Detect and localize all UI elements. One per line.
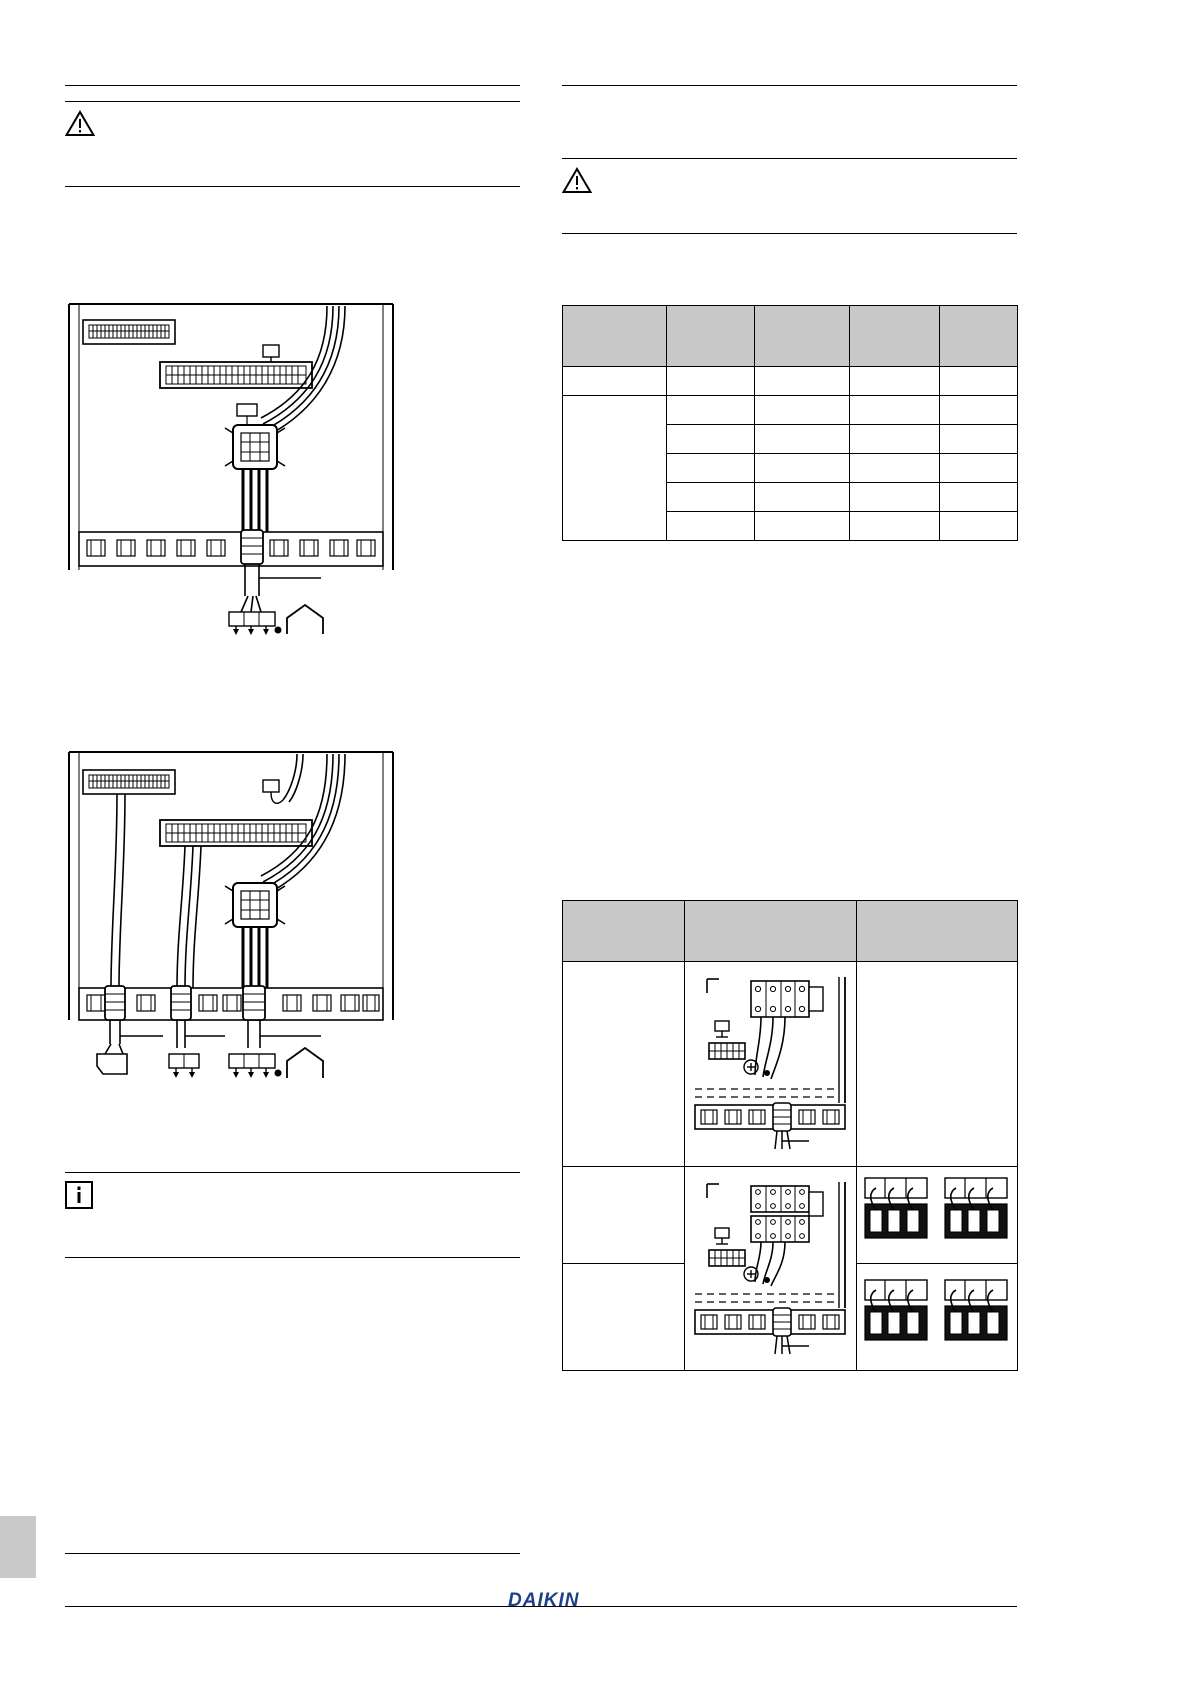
table-header-row: [563, 306, 1018, 367]
right-column-top-rule: [562, 85, 1017, 86]
table-header-cell: [755, 306, 850, 367]
page-number-tab: [0, 1516, 36, 1578]
footer-rule-left: [65, 1553, 520, 1554]
table-cell: [755, 512, 850, 541]
table-cell: [755, 396, 850, 425]
table-cell: [940, 396, 1018, 425]
left-column-top-rule: [65, 85, 520, 86]
information-notice: [65, 1172, 520, 1258]
table-cell: [755, 454, 850, 483]
information-icon: [65, 1181, 111, 1209]
diagram-breaker-single: [685, 962, 857, 1167]
warning-triangle-icon: [562, 167, 608, 194]
warning-triangle-icon: [65, 110, 111, 137]
table-header-cell: [563, 901, 685, 962]
table-row: [563, 1167, 1018, 1264]
table-cell: [667, 396, 755, 425]
table-cell: [850, 425, 940, 454]
warning-notice-left: [65, 101, 520, 187]
table-cell: [563, 962, 685, 1167]
table-cell: [667, 425, 755, 454]
table-row: [563, 396, 1018, 425]
table-header-cell: [850, 306, 940, 367]
notice-rule-bottom: [65, 186, 520, 187]
table-cell: [850, 367, 940, 396]
brand-logo: DAIKIN: [508, 1590, 580, 1611]
table-header-row: [563, 901, 1018, 962]
specification-table: [562, 305, 1018, 541]
table-cell: [667, 367, 755, 396]
table-cell: [940, 483, 1018, 512]
warning-notice-right: [562, 158, 1017, 234]
notice-rule-bottom: [562, 233, 1017, 234]
table-header-cell: [940, 306, 1018, 367]
diagram-breaker-double: [685, 1167, 857, 1371]
table-cell: [850, 483, 940, 512]
table-cell: [667, 454, 755, 483]
table-cell: [667, 512, 755, 541]
table-cell: [667, 483, 755, 512]
connection-diagram-table: [562, 900, 1018, 1371]
table-cell: [755, 425, 850, 454]
table-cell: [755, 483, 850, 512]
table-cell: [850, 396, 940, 425]
table-cell: [940, 425, 1018, 454]
diagram-terminal-loops-a: [857, 1167, 1018, 1264]
table-cell: [755, 367, 850, 396]
table-row: [563, 962, 1018, 1167]
wiring-diagram-three-cables: [65, 748, 395, 1093]
notice-rule-bottom: [65, 1257, 520, 1258]
table-header-cell: [685, 901, 857, 962]
table-cell: [857, 962, 1018, 1167]
table-cell: [563, 1167, 685, 1264]
table-cell-merged: [563, 396, 667, 541]
table-row: [563, 367, 1018, 396]
table-cell: [940, 454, 1018, 483]
table-cell: [940, 367, 1018, 396]
table-cell: [940, 512, 1018, 541]
table-header-cell: [563, 306, 667, 367]
wiring-diagram-single-cable: [65, 300, 395, 635]
table-header-cell: [857, 901, 1018, 962]
diagram-terminal-loops-b: [857, 1264, 1018, 1371]
table-cell: [563, 367, 667, 396]
table-cell: [850, 454, 940, 483]
table-cell: [563, 1264, 685, 1371]
table-cell: [850, 512, 940, 541]
table-header-cell: [667, 306, 755, 367]
